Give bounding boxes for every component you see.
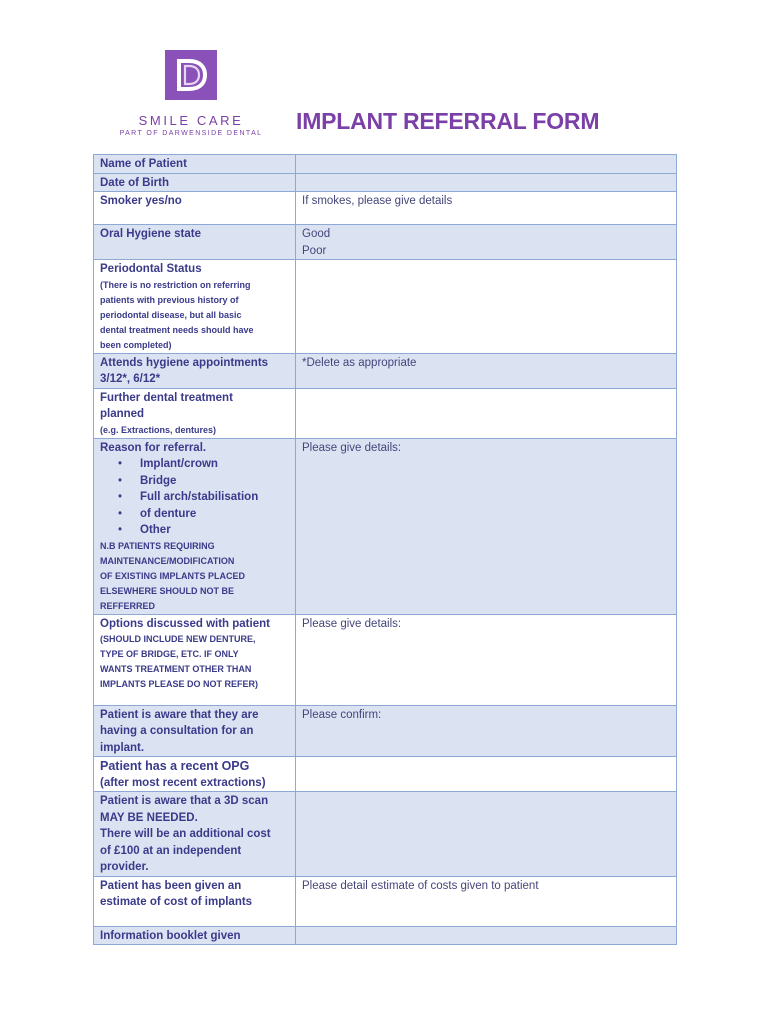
row-opg — [94, 757, 677, 792]
field-booklet[interactable] — [296, 926, 677, 945]
label-opg — [94, 757, 296, 792]
smoker-hint: If smokes, please give details — [302, 195, 453, 207]
consultation-line-3: implant. — [100, 741, 145, 754]
form-title: IMPLANT REFERRAL FORM — [296, 108, 600, 134]
field-consultation[interactable] — [296, 705, 677, 757]
periodontal-note-4: dental treatment needs should have — [100, 324, 254, 335]
reason-item-implant: • Implant/crown — [140, 456, 289, 473]
reason-note-3: OF EXISTING IMPLANTS PLACED — [100, 570, 246, 581]
consultation-line-1: Patient is aware that they are — [100, 708, 259, 721]
label-booklet: Information booklet given — [94, 926, 296, 945]
attends-line-1: Attends hygiene appointments — [100, 356, 269, 369]
row-periodontal — [94, 260, 677, 354]
reason-note-5: REFFERRED — [100, 600, 156, 611]
periodontal-title: Periodontal Status — [100, 263, 202, 275]
row-scan — [94, 792, 677, 877]
referral-form-table — [93, 154, 677, 945]
scan-line-5: provider. — [100, 861, 149, 873]
options-note-3: WANTS TREATMENT OTHER THAN — [100, 664, 252, 674]
row-attends — [94, 353, 677, 388]
field-smoker[interactable] — [296, 192, 677, 225]
field-scan[interactable] — [296, 792, 677, 877]
brand-subtitle: PART OF DARWENSIDE DENTAL — [119, 130, 263, 137]
options-note-1: (SHOULD INCLUDE NEW DENTURE, — [100, 634, 256, 644]
label-hygiene: Oral Hygiene state — [94, 225, 296, 260]
options-note-2: TYPE OF BRIDGE, ETC. IF ONLY — [100, 649, 239, 659]
attends-line-2: 3/12*, 6/12* — [100, 373, 161, 385]
field-further[interactable] — [296, 388, 677, 438]
label-further — [94, 388, 296, 438]
label-options — [94, 614, 296, 705]
reason-note-4: ELSEWHERE SHOULD NOT BE — [100, 585, 235, 596]
reason-note-1: N.B PATIENTS REQUIRING — [100, 540, 215, 551]
reason-item-bridge: • Bridge — [140, 473, 289, 490]
opg-title: Patient has a recent OPG — [100, 759, 250, 773]
label-dob: Date of Birth — [94, 173, 296, 192]
reason-item-full-arch: • Full arch/stabilisation — [140, 489, 289, 506]
label-smoker: Smoker yes/no — [94, 192, 296, 225]
row-further — [94, 388, 677, 438]
field-hygiene[interactable] — [296, 225, 677, 260]
field-estimate[interactable] — [296, 876, 677, 926]
attends-hint: *Delete as appropriate — [302, 356, 417, 369]
options-title: Options discussed with patient — [100, 617, 270, 630]
further-line-1: Further dental treatment — [100, 391, 233, 404]
scan-line-3: There will be an additional cost — [100, 828, 271, 840]
row-name — [94, 155, 677, 174]
periodontal-note-3: periodontal disease, but all basic — [100, 309, 242, 320]
field-options[interactable] — [296, 614, 677, 705]
reason-item-other: • Other — [140, 522, 289, 539]
row-smoker — [94, 192, 677, 225]
row-hygiene — [94, 225, 677, 260]
label-attends — [94, 353, 296, 388]
further-note: (e.g. Extractions, dentures) — [100, 424, 217, 435]
further-line-2: planned — [100, 408, 145, 420]
row-dob — [94, 173, 677, 192]
opg-note: (after most recent extractions) — [100, 776, 266, 789]
estimate-hint: Please detail estimate of costs given to patient — [302, 879, 539, 892]
field-opg[interactable] — [296, 757, 677, 792]
reason-item-of-denture: • of denture — [140, 506, 289, 523]
periodontal-note-1: (There is no restriction on referring — [100, 279, 251, 290]
reason-note-2: MAINTENANCE/MODIFICATION — [100, 555, 235, 566]
estimate-line-2: estimate of cost of implants — [100, 896, 253, 908]
reason-list — [100, 456, 289, 539]
scan-line-1: Patient is aware that a 3D scan — [100, 795, 269, 807]
brand-logo — [165, 50, 217, 100]
label-consultation — [94, 705, 296, 757]
scan-line-4: of £100 at an independent — [100, 844, 242, 857]
label-periodontal — [94, 260, 296, 354]
field-periodontal[interactable] — [296, 260, 677, 354]
label-reason — [94, 438, 296, 614]
row-reason — [94, 438, 677, 614]
scan-line-2: MAY BE NEEDED. — [100, 811, 198, 824]
logo-d-icon — [165, 50, 217, 100]
row-estimate — [94, 876, 677, 926]
consultation-hint: Please confirm: — [302, 708, 382, 721]
estimate-line-1: Patient has been given an — [100, 879, 242, 892]
consultation-line-2: having a consultation for an — [100, 725, 254, 737]
field-name[interactable] — [296, 155, 677, 174]
periodontal-note-2: patients with previous history of — [100, 294, 239, 305]
label-name: Name of Patient — [94, 155, 296, 174]
periodontal-note-5: been completed) — [100, 339, 172, 350]
field-attends[interactable] — [296, 353, 677, 388]
reason-title: Reason for referral. — [100, 441, 207, 454]
options-note-4: IMPLANTS PLEASE DO NOT REFER) — [100, 679, 259, 689]
label-estimate — [94, 876, 296, 926]
row-consultation — [94, 705, 677, 757]
field-reason[interactable] — [296, 438, 677, 614]
option-poor[interactable]: Poor — [302, 244, 327, 257]
row-options — [94, 614, 677, 705]
brand-name: SMILE CARE — [138, 113, 244, 128]
option-good[interactable]: Good — [302, 228, 331, 240]
options-hint: Please give details: — [302, 617, 402, 630]
row-booklet — [94, 926, 677, 945]
field-dob[interactable] — [296, 173, 677, 192]
label-scan — [94, 792, 296, 877]
reason-hint: Please give details: — [302, 441, 402, 454]
